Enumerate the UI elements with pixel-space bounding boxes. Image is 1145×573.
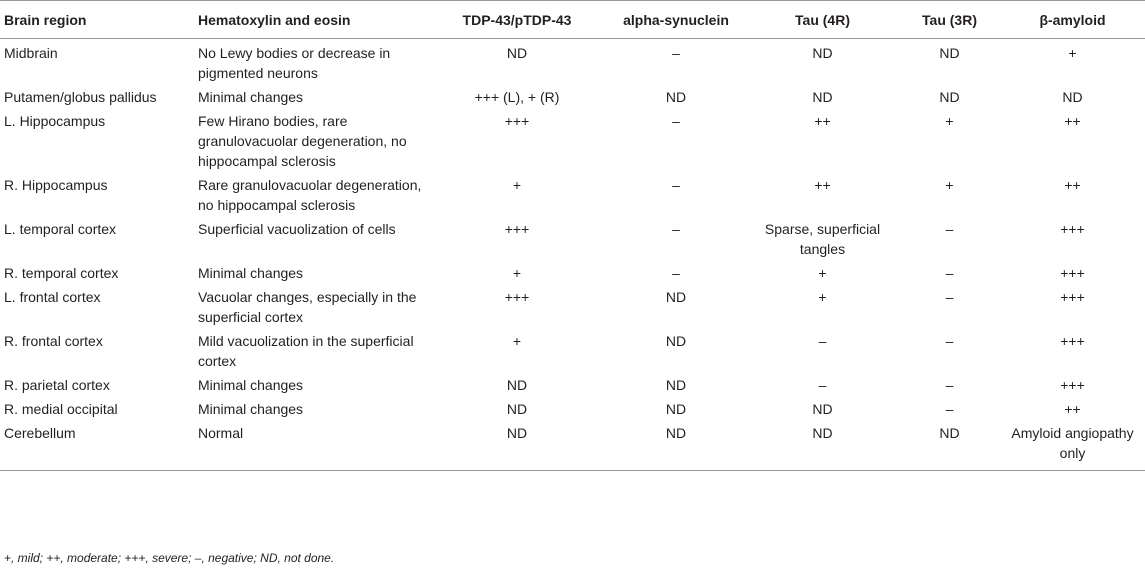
table-row [0, 215, 1145, 259]
tau-4r-cell: ++ [814, 177, 831, 193]
col-header-tau-3r: Tau (3R) [899, 1, 1000, 39]
table-row [0, 259, 1145, 283]
table-row [0, 83, 1145, 107]
table-row [0, 107, 1145, 171]
tau-4r-cell: – [818, 377, 827, 393]
col-header-hematoxylin-eosin: Hematoxylin and eosin [198, 1, 428, 39]
tau-3r-cell: ND [939, 89, 960, 105]
tdp43-cell: +++ [504, 113, 530, 129]
brain-region-cell: L. Hippocampus [4, 113, 106, 129]
hematoxylin-eosin-cell: Minimal changes [198, 401, 304, 417]
col-header-beta-amyloid: β-amyloid [1000, 1, 1145, 39]
tau-3r-cell: – [945, 265, 954, 281]
tdp43-cell: +++ [504, 289, 530, 305]
beta-amyloid-cell: +++ [1060, 221, 1085, 237]
tau-3r-cell: – [945, 377, 954, 393]
col-header-brain-region: Brain region [0, 1, 198, 39]
tau-4r-cell: – [818, 333, 827, 349]
table-row [0, 395, 1145, 419]
beta-amyloid-cell: +++ [1060, 265, 1085, 281]
beta-amyloid-cell: Amyloid angiopathy only [1000, 419, 1145, 471]
hematoxylin-eosin-cell: Minimal changes [198, 265, 304, 281]
alpha-synuclein-cell: ND [665, 401, 687, 417]
hematoxylin-eosin-cell: Few Hirano bodies, rare granulovacuolar degeneration, no hippocampal sclerosis [198, 113, 407, 169]
brain-region-cell: Cerebellum [0, 419, 198, 471]
tau-4r-cell: ND [812, 45, 833, 61]
brain-region-cell: R. temporal cortex [4, 265, 119, 281]
hematoxylin-eosin-cell: Minimal changes [198, 377, 304, 393]
tdp43-cell: +++ (L), + (R) [474, 89, 560, 105]
brain-region-cell: R. medial occipital [4, 401, 118, 417]
beta-amyloid-cell: +++ [1060, 377, 1085, 393]
tau-3r-cell: + [945, 177, 954, 193]
hematoxylin-eosin-cell: Superficial vacuolization of cells [198, 221, 396, 237]
tau-4r-cell: + [818, 289, 827, 305]
alpha-synuclein-cell: ND [606, 419, 746, 471]
hematoxylin-eosin-cell: Minimal changes [198, 89, 304, 105]
header-row [0, 1, 1145, 39]
col-header-alpha-synuclein: alpha-synuclein [606, 1, 746, 39]
alpha-synuclein-cell: ND [665, 89, 687, 105]
beta-amyloid-cell: ++ [1064, 401, 1081, 417]
tau-4r-cell: ++ [814, 113, 831, 129]
tdp43-cell: + [512, 265, 522, 281]
brain-region-cell: L. frontal cortex [4, 289, 101, 305]
tau-3r-cell: + [945, 113, 954, 129]
tau-4r-cell: + [818, 265, 827, 281]
tau-4r-cell: ND [746, 419, 899, 471]
table-row [0, 39, 1145, 84]
tdp43-cell: ND [506, 45, 528, 61]
brain-region-cell: Midbrain [4, 45, 58, 61]
alpha-synuclein-cell: – [672, 265, 680, 281]
tdp43-cell: +++ [504, 221, 530, 237]
hematoxylin-eosin-cell: Normal [198, 419, 428, 471]
tau-4r-cell: ND [812, 89, 833, 105]
tdp43-cell: ND [506, 377, 528, 393]
table-row [0, 283, 1145, 327]
tau-3r-cell: ND [939, 45, 960, 61]
table-row [0, 419, 1145, 471]
tdp43-cell: + [512, 333, 522, 349]
alpha-synuclein-cell: – [672, 45, 680, 61]
alpha-synuclein-cell: ND [665, 289, 687, 305]
tdp43-cell: ND [428, 419, 606, 471]
tau-3r-cell: – [945, 221, 954, 237]
table-row [0, 171, 1145, 215]
hematoxylin-eosin-cell: Rare granulovacuolar degeneration, no hippocampal sclerosis [198, 177, 422, 213]
alpha-synuclein-cell: ND [665, 377, 687, 393]
alpha-synuclein-cell: – [672, 177, 680, 193]
tau-4r-cell: Sparse, superficial tangles [764, 221, 881, 257]
tdp43-cell: ND [506, 401, 528, 417]
beta-amyloid-cell: +++ [1060, 289, 1085, 305]
alpha-synuclein-cell: – [672, 221, 680, 237]
brain-region-cell: Putamen/globus pallidus [4, 89, 157, 105]
hematoxylin-eosin-cell: Mild vacuolization in the superficial cortex [198, 333, 414, 369]
col-header-tau-4r: Tau (4R) [746, 1, 899, 39]
beta-amyloid-cell: ++ [1064, 113, 1081, 129]
tau-3r-cell: ND [899, 419, 1000, 471]
beta-amyloid-cell: ++ [1064, 177, 1081, 193]
tau-3r-cell: – [945, 333, 954, 349]
table-row [0, 371, 1145, 395]
beta-amyloid-cell: + [1068, 45, 1077, 61]
tau-3r-cell: – [945, 401, 954, 417]
brain-region-cell: R. frontal cortex [4, 333, 103, 349]
hematoxylin-eosin-cell: Vacuolar changes, especially in the superficial cortex [198, 289, 417, 325]
hematoxylin-eosin-cell: No Lewy bodies or decrease in pigmented neurons [198, 45, 391, 81]
col-header-tdp43: TDP-43/pTDP-43 [428, 1, 606, 39]
brain-region-cell: R. Hippocampus [4, 177, 108, 193]
tdp43-cell: + [512, 177, 522, 193]
beta-amyloid-cell: +++ [1060, 333, 1085, 349]
table-row [0, 327, 1145, 371]
table-footnote: +, mild; ++, moderate; +++, severe; –, negative; ND, not done. [4, 551, 335, 565]
brain-region-cell: L. temporal cortex [4, 221, 117, 237]
alpha-synuclein-cell: ND [665, 333, 687, 349]
tau-3r-cell: – [945, 289, 954, 305]
brain-region-cell: R. parietal cortex [4, 377, 110, 393]
beta-amyloid-cell: ND [1062, 89, 1083, 105]
alpha-synuclein-cell: – [672, 113, 680, 129]
tau-4r-cell: ND [812, 401, 833, 417]
